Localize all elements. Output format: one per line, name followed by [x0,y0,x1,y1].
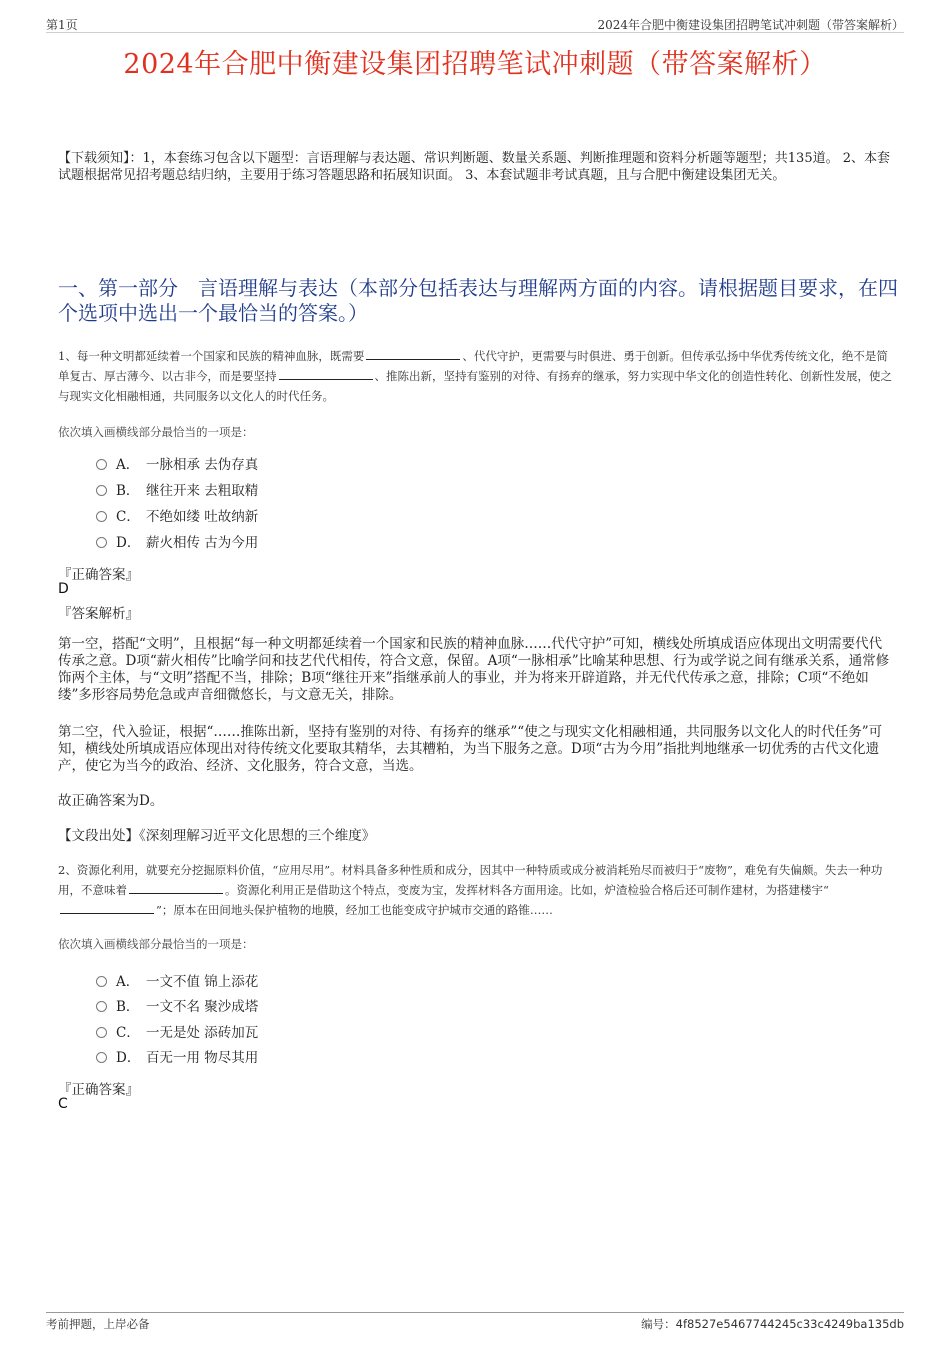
radio-icon[interactable] [96,537,107,548]
footer-code-block [641,1316,904,1332]
answer-blank [129,881,223,894]
question-1-analysis-label: 『答案解析』 [58,606,139,622]
question-1-option-c[interactable]: C． 不绝如缕 吐故纳新 [96,507,258,527]
footer-code-label: 编号： [641,1317,676,1331]
answer-blank [60,901,154,914]
section-title: 一、第一部分 言语理解与表达（本部分包括表达与理解两方面的内容。请根据题目要求，在四个选项中选出一个最恰当的答案。） [58,276,898,325]
page-footer [46,1312,904,1329]
question-1-source: 【文段出处】《深刻理解习近平文化思想的三个维度》 [58,828,376,844]
question-1-stem: 1、每一种文明都延续着一个国家和民族的精神血脉，既需要 、代代守护，更需要与时俱进、勇于创新。但传承弘扬中华优秀传统文化，绝不是简单复古、厚古薄今、以古非今，而是要坚持 、推陈出新，坚持有鉴别的对待、有扬弃的继承，努力实现中华文化的创造性转化、创新性发展，使之与现实文化相融相通，共同服务以文化人的时代任务。 [58,349,892,403]
question-2-answer: C [58,1096,68,1112]
radio-icon[interactable] [96,1052,107,1063]
question-2-option-c[interactable]: C． 一无是处 添砖加瓦 [96,1023,258,1043]
radio-icon[interactable] [96,976,107,987]
question-2-option-a[interactable]: A． 一文不值 锦上添花 [96,972,258,992]
download-notice: 【下载须知】：1，本套练习包含以下题型：言语理解与表达题、常识判断题、数量关系题、判断推理题和资料分析题等题型；共135道。 2、本套试题根据常见招考题总结归纳，主要用于练习答题思路和拓展知识面。 3、本套试题非考试真题，且与合肥中衡建设集团无关。 [58,151,890,183]
question-1-option-b[interactable]: B． 继往开来 去粗取精 [96,481,258,501]
question-1-conclusion: 故正确答案为D。 [58,793,164,809]
question-1-analysis-paragraph: 第一空，搭配“文明”，且根据“每一种文明都延续着一个国家和民族的精神血脉……代代守护”可知，横线处所填成语应体现出文明需要代代传承之意。D项“薪火相传”比喻学问和技艺代代相传，符合文意，保留。A项“一脉相承”比喻某种思想、行为或学说之间有继承关系，通常修饰两个主体，与“文明”搭配不当，排除；B项“继往开来”指继承前人的事业，并为将来开辟道路，并无代代传承之意，排除；C项“不绝如缕”多形容局势危急或声音细微悠长，与文意无关，排除。 [58,636,890,703]
footer-code: 4f8527e5467744245c33c4249ba135db [675,1317,904,1331]
question-2-option-d[interactable]: D． 百无一用 物尽其用 [96,1048,258,1068]
footer-slogan: 考前押题，上岸必备 [46,1317,150,1331]
question-1-answer: D [58,581,69,597]
radio-icon[interactable] [96,511,107,522]
question-2-prompt: 依次填入画横线部分最恰当的一项是： [58,937,254,951]
question-2-option-b[interactable]: B． 一文不名 聚沙成塔 [96,997,258,1017]
radio-icon[interactable] [96,1001,107,1012]
answer-blank [366,347,460,360]
question-1-prompt: 依次填入画横线部分最恰当的一项是： [58,425,254,439]
question-1-option-a[interactable]: A． 一脉相承 去伪存真 [96,455,258,475]
page-number: 第1页 [46,18,78,32]
radio-icon[interactable] [96,485,107,496]
question-1-option-d[interactable]: D． 薪火相传 古为今用 [96,533,258,553]
question-1-answer-label: 『正确答案』 [58,567,139,583]
question-1-analysis-paragraph: 第二空，代入验证，根据“……推陈出新，坚持有鉴别的对待、有扬弃的继承”“使之与现实文化相融相通，共同服务以文化人的时代任务”可知，横线处所填成语应体现出对待传统文化要取其精华，去其糟粕，为当下服务之意。D项“古为今用”指批判地继承一切优秀的古代文化遗产，使它为当今的政治、经济、文化服务，符合文意，当选。 [58,724,883,774]
page-header [46,14,904,33]
question-2-answer-label: 『正确答案』 [58,1082,139,1098]
question-2-stem: 2、资源化利用，就要充分挖掘原料价值，“应用尽用”。材料具备多种性质和成分，因其中一种特质或成分被消耗殆尽而被归于“废物”，难免有失偏颇。失去一种功用，不意味着 。资源化利用正是借助这个特点，变废为宝，发挥材料各方面用途。比如，炉渣检验合格后还可制作建材，为搭建楼宇“”；原本在田间地头保护植物的地膜，经加工也能变成守护城市交通的路锥…… [58,863,883,917]
header-doc-title: 2024年合肥中衡建设集团招聘笔试冲刺题（带答案解析） [597,18,904,32]
answer-blank [279,367,373,380]
radio-icon[interactable] [96,459,107,470]
radio-icon[interactable] [96,1027,107,1038]
page-title: 2024年合肥中衡建设集团招聘笔试冲刺题（带答案解析） [123,49,827,80]
